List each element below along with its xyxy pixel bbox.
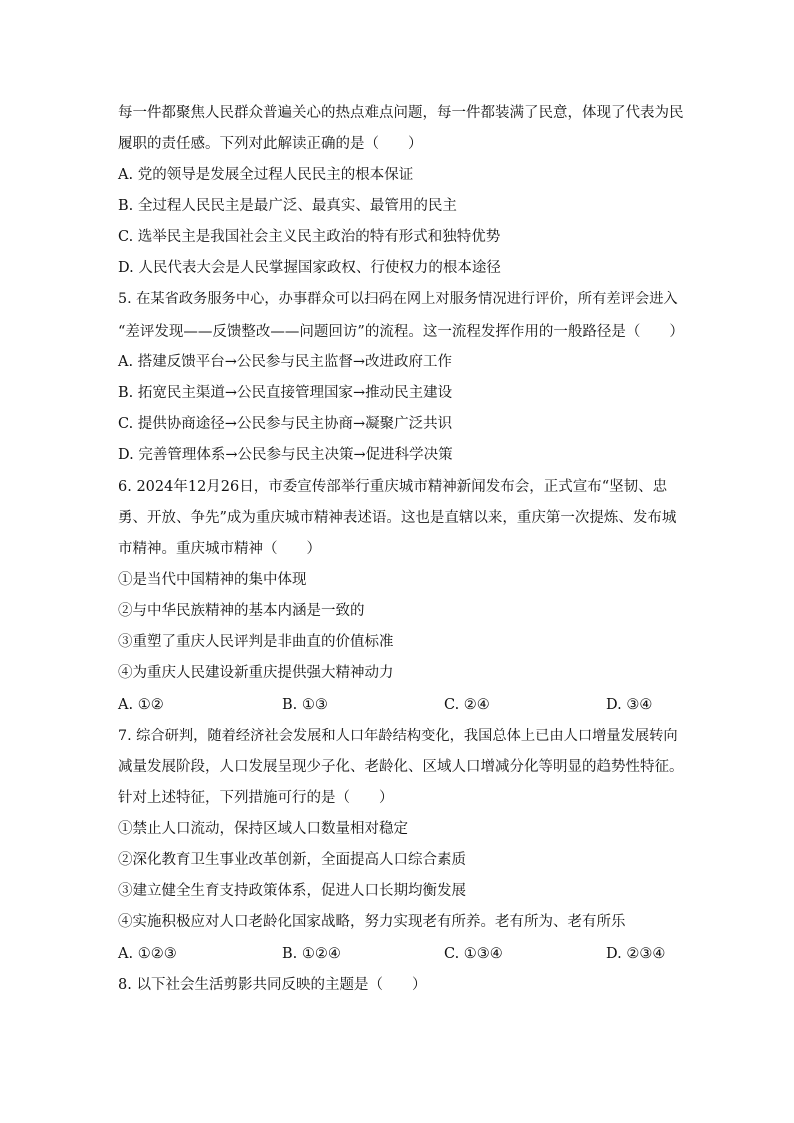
q6-item-2: ②与中华民族精神的基本内涵是一致的: [118, 603, 365, 619]
q6-choice-a: A. ①②: [118, 697, 164, 713]
q4-option-a: A. 党的领导是发展全过程人民民主的根本保证: [118, 167, 414, 183]
q7-choice-d: D. ②③④: [606, 946, 666, 962]
q4-option-b: B. 全过程人民民主是最广泛、最真实、最管用的民主: [118, 198, 457, 214]
q7-item-2: ②深化教育卫生事业改革创新，全面提高人口综合素质: [118, 852, 466, 868]
q5-option-a: A. 搭建反馈平台→公民参与民主监督→改进政府工作: [118, 354, 452, 370]
q5-option-d: D. 完善管理体系→公民参与民主决策→促进科学决策: [118, 447, 453, 463]
q4-stem-line-2: 履职的责任感。下列对此解读正确的是（ ）: [118, 136, 423, 152]
q6-choice-c: C. ②④: [444, 697, 490, 713]
q6-stem-line-2: 勇、开放、争先”成为重庆城市精神表述语。这也是直辖以来，重庆第一次提炼、发布城: [118, 510, 677, 526]
q7-stem-line-1: 7. 综合研判，随着经济社会发展和人口年龄结构变化，我国总体上已由人口增量发展转向: [118, 728, 678, 744]
q6-choice-d: D. ③④: [606, 697, 653, 713]
q7-stem-line-2: 减量发展阶段，人口发展呈现少子化、老龄化、区域人口增减分化等明显的趋势性特征。: [118, 759, 684, 775]
q6-item-1: ①是当代中国精神的集中体现: [118, 572, 307, 588]
q7-item-3: ③建立健全生育支持政策体系，促进人口长期均衡发展: [118, 883, 466, 899]
q7-item-1: ①禁止人口流动，保持区域人口数量相对稳定: [118, 821, 408, 837]
q5-stem-line-1: 5. 在某省政务服务中心，办事群众可以扫码在网上对服务情况进行评价，所有差评会进入: [118, 291, 678, 307]
q5-option-b: B. 拓宽民主渠道→公民直接管理国家→推动民主建设: [118, 385, 453, 401]
q6-stem-line-3: 市精神。重庆城市精神（ ）: [118, 541, 321, 557]
q7-choice-b: B. ①②④: [282, 946, 341, 962]
q7-choice-a: A. ①②③: [118, 946, 177, 962]
q5-stem-line-2: “差评发现——反馈整改——问题回访”的流程。这一流程发挥作用的一般路径是（ ）: [118, 324, 684, 340]
q6-item-3: ③重塑了重庆人民评判是非曲直的价值标准: [118, 634, 394, 650]
q4-stem-line-1: 每一件都聚焦人民群众普遍关心的热点难点问题，每一件都装满了民意，体现了代表为民: [118, 105, 684, 121]
q7-stem-line-3: 针对上述特征，下列措施可行的是（ ）: [118, 790, 394, 806]
q6-stem-line-1: 6. 2024年12月26日，市委宣传部举行重庆城市精神新闻发布会，正式宣布“坚韧、忠: [118, 479, 668, 495]
q5-option-c: C. 提供协商途径→公民参与民主协商→凝聚广泛共识: [118, 416, 453, 432]
q4-option-c: C. 选举民主是我国社会主义民主政治的特有形式和独特优势: [118, 229, 501, 245]
q8-stem: 8. 以下社会生活剪影共同反映的主题是（ ）: [118, 977, 427, 993]
q7-item-4: ④实施积极应对人口老龄化国家战略，努力实现老有所养。老有所为、老有所乐: [118, 914, 626, 930]
q7-choice-c: C. ①③④: [444, 946, 503, 962]
q6-item-4: ④为重庆人民建设新重庆提供强大精神动力: [118, 665, 394, 681]
q4-option-d: D. 人民代表大会是人民掌握国家政权、行使权力的根本途径: [118, 260, 501, 276]
q6-choice-b: B. ①③: [282, 697, 328, 713]
